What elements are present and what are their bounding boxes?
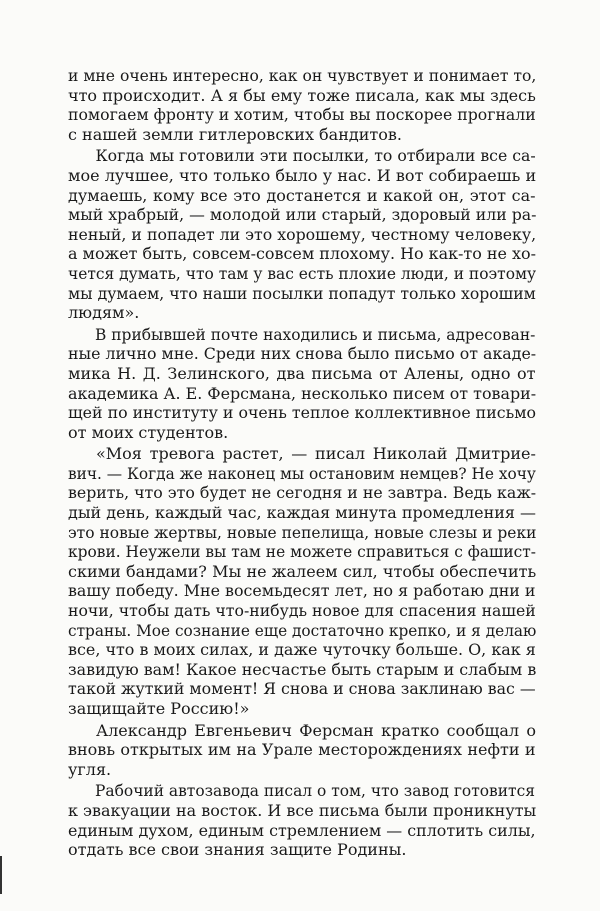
paragraph [68,444,536,718]
text-line: такой жуткий момент! Я снова и снова заклинаю вас — [68,679,536,699]
text-line: отдать все свои знания защите Родины. [68,840,407,860]
text-line: ночи, чтобы дать что-нибудь новое для спасения нашей [68,601,536,621]
text-line: щей по институту и очень теплое коллективное письмо [68,403,536,423]
text-line: «Моя тревога растет, — писал Николай Дмитрие- [96,444,536,464]
text-line: угля. [68,759,112,779]
body-text [68,66,536,860]
text-line: мый храбрый, — молодой или старый, здоровый или ра- [68,205,537,225]
text-line: Когда мы готовили эти посылки, то отбирали все са- [95,146,536,166]
page-edge-mark [0,856,2,894]
paragraph [68,721,536,780]
text-line: с нашей земли гитлеровских бандитов. [68,124,402,144]
text-line: Александр Евгеньевич Ферсман кратко сообщал о [96,720,537,740]
text-line: В прибывшей почте находились и письма, адресован- [95,324,536,344]
text-line: крови. Неужели вы там не можете справиться с фашист- [68,542,536,562]
text-line: это новые жертвы, новые пепелища, новые слезы и реки [68,522,537,542]
text-line: ные лично мне. Среди них снова было письмо от акаде- [68,344,537,364]
text-line: скими бандами? Мы не жалеем сил, чтобы обеспечить [68,561,537,581]
text-line: защищайте Россию!» [68,699,250,718]
text-line: людям». [68,303,140,323]
text-line: мика Н. Д. Зелинского, два письма от Алены, одно от [68,363,536,383]
paragraph [68,146,536,322]
text-line: дый день, каждый час, каждая минута промедления — [68,503,536,523]
text-line: неный, и попадет ли это хорошему, честному человеку, [68,224,537,244]
text-line: академика А. Е. Ферсмана, несколько писем от товари- [68,383,537,403]
text-line: вновь открытых им на Урале месторождениях нефти и [68,740,536,760]
text-line: единым духом, единым стремлением — сплотить силы, [68,820,536,840]
text-line: помогаем фронту и хотим, чтобы вы поскорее прогнали [68,105,536,125]
paragraph [68,781,536,859]
paragraph [68,66,536,144]
text-line: Рабочий автозавода писал о том, что завод готовится [95,781,535,801]
text-line: а может быть, совсем-совсем плохому. Но как-то не хо- [68,244,536,264]
paragraph [68,325,536,443]
text-line: все, что в моих силах, и даже чуточку больше. О, как я [68,640,536,660]
text-line: к эвакуации на восток. И все письма были проникнуты [68,800,537,820]
text-line: верить, что это будет не сегодня и не завтра. Ведь каж- [68,483,537,503]
text-line: вашу победу. Мне восемьдесят лет, но я работаю дни и [68,581,536,601]
text-line: что происходит. А я бы ему тоже писала, как мы здесь [68,85,536,105]
text-line: от моих студентов. [68,422,229,442]
text-line: чется думать, что там у вас есть плохие люди, и поэтому [68,263,537,283]
text-line: завидую вам! Какое несчастье быть старым и слабым в [68,659,537,679]
text-line: думаешь, кому все это достанется и какой он, этот са- [68,185,536,205]
text-line: мы думаем, что наши посылки попадут только хорошим [68,283,536,303]
text-line: вич. — Когда же наконец мы остановим немцев? Не хочу [68,463,536,483]
text-line: страны. Мое сознание еще достаточно крепко, и я делаю [68,620,537,640]
text-line: и мне очень интересно, как он чувствует и понимает то, [68,66,537,85]
text-line: мое лучшее, что только было у нас. И вот собираешь и [68,165,537,185]
